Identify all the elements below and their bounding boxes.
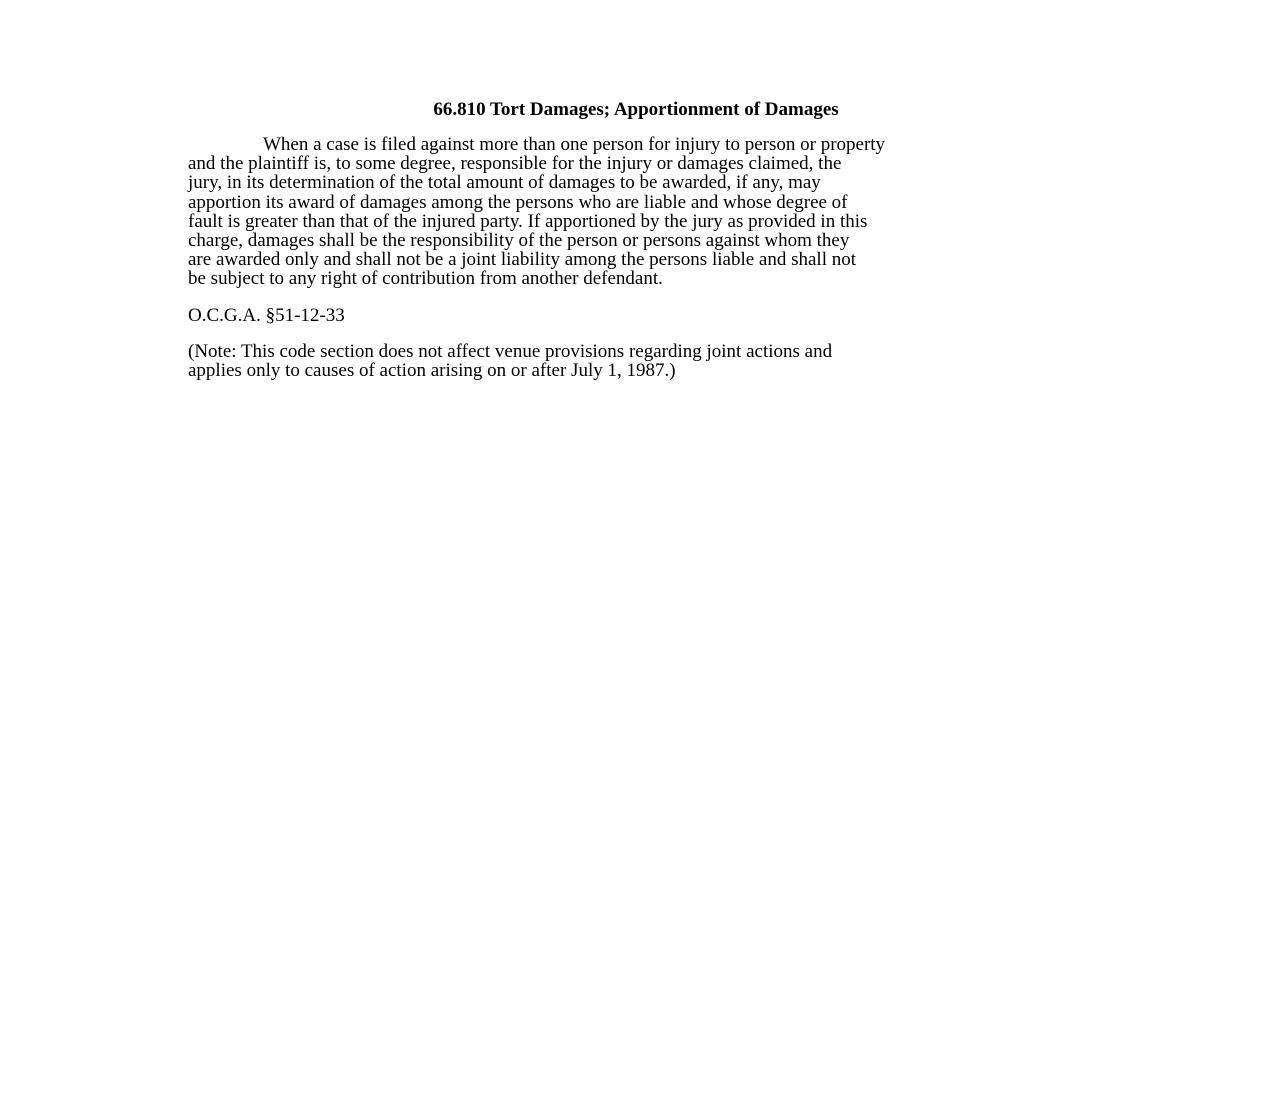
body-line: and the plaintiff is, to some degree, responsible for the injury or damages claimed, the: [188, 153, 842, 175]
section-title: 66.810 Tort Damages; Apportionment of Damages: [433, 99, 839, 120]
body-line: jury, in its determination of the total amount of damages to be awarded, if any, may: [188, 172, 821, 194]
statute-citation: O.C.G.A. §51-12-33: [188, 304, 345, 326]
body-line: charge, damages shall be the responsibility of the person or persons against whom they: [188, 230, 850, 252]
body-line: fault is greater than that of the injured party. If apportioned by the jury as provided in this: [188, 210, 868, 232]
document-content: [188, 99, 1088, 380]
body-paragraph: [188, 135, 1088, 289]
body-line: When a case is filed against more than one person for injury to person or property: [263, 134, 886, 155]
note-line: (Note: This code section does not affect venue provisions regarding joint actions and: [188, 340, 833, 362]
body-line: be subject to any right of contribution from another defendant.: [188, 268, 663, 290]
body-line: are awarded only and shall not be a joint liability among the persons liable and shall not: [188, 249, 856, 271]
note-paragraph: [188, 342, 1088, 380]
body-line: apportion its award of damages among the persons who are liable and whose degree of: [188, 191, 848, 213]
note-line: applies only to causes of action arising on or after July 1, 1987.): [188, 360, 676, 382]
